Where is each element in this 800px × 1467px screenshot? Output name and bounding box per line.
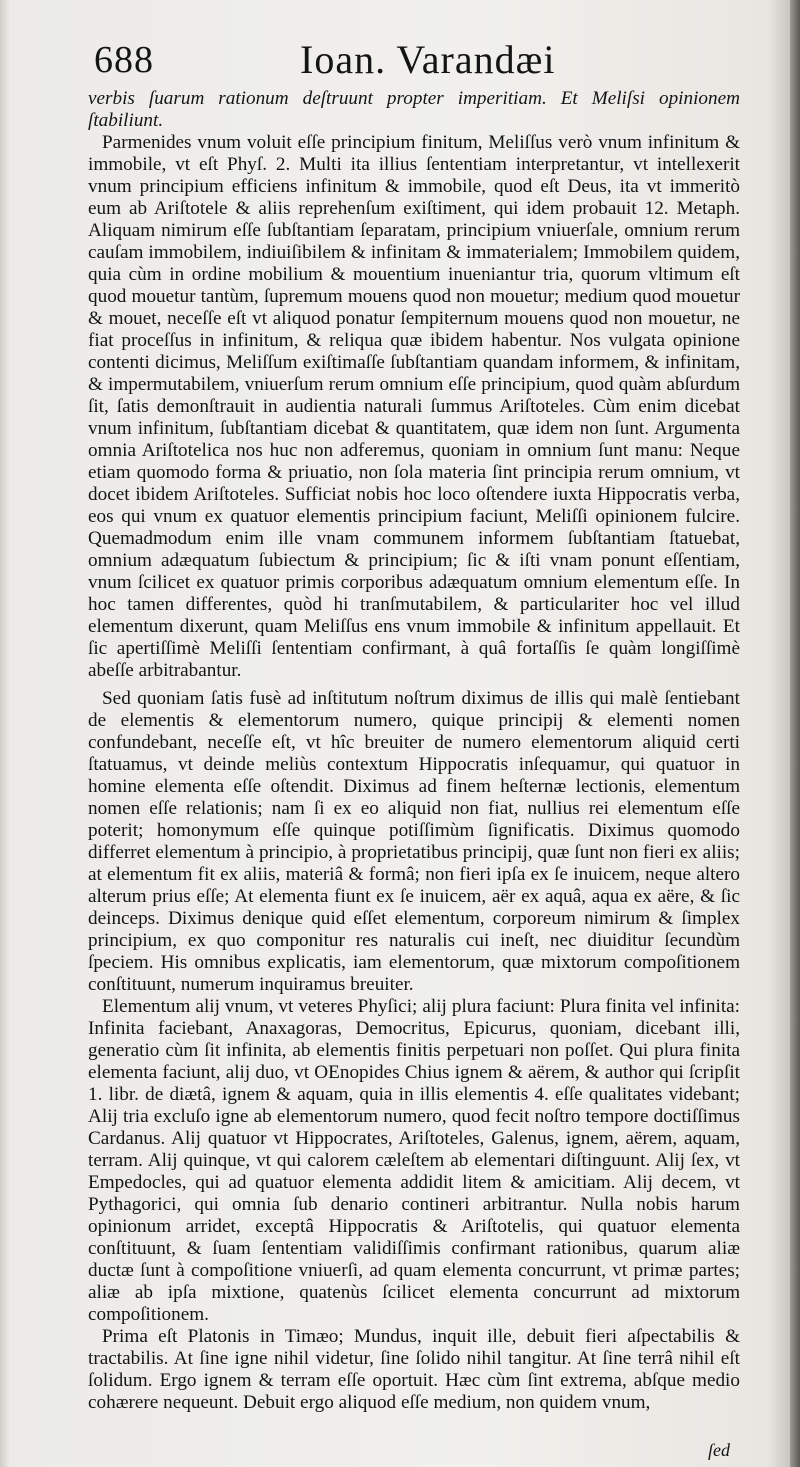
paragraph: Sed quoniam ſatis fusè ad inſtitutum noſtrum diximus de illis qui malè ſentiebant de elementis & elementorum numero, quique principij & elementi nomen confundebant, neceſſe eſt, vt hîc breuiter de numero elementorum aliquid certi ſtatuamus, vt deinde meliùs contextum Hippocratis inſequamur, qui quatuor in homine elementa eſſe oſtendit. Diximus ad finem heſternæ lectionis, elementum nomen eſſe relationis; nam ſi ex eo aliquid non fiat, nullius rei elementum eſſe poterit; homonymum eſſe quinque potiſſimùm ſignificatis. Diximus quomodo differret elementum à principio, à proprietatibus principij, quæ ſunt non fieri ex aliis; at elementum fit ex aliis, materiâ & formâ; non fieri ipſa ex ſe inuicem, neque altero alterum prius eſſe; At elementa fiunt ex ſe inuicem, aër ex aquâ, aqua ex aëre, & ſic deinceps. Diximus denique quid eſſet elementum, corporeum nimirum & ſimplex principium, ex quo componitur res naturalis cui ineſt, nec diuiditur ſecundùm ſpeciem. His omnibus explicatis, iam elementorum, quæ mixtorum compoſitionem conſtituunt, numerum inquiramus breuiter. bbox=[88, 688, 740, 995]
catchword: ſed bbox=[708, 1440, 730, 1460]
page-header bbox=[94, 34, 734, 84]
paragraph: Parmenides vnum voluit eſſe principium finitum, Meliſſus verò vnum infinitum & immobile, vt eſt Phyſ. 2. Multi ita illius ſententiam interpretantur, vt intellexerit vnum principium efficiens infinitum & immobile, quod eſt Deus, ita vt immeritò eum ab Ariſtotele & aliis reprehenſum exiſtiment, qui idem probauit 12. Metaph. Aliquam nimirum eſſe ſubſtantiam ſeparatam, principium vniuerſale, omnium rerum cauſam immobilem, indiuiſibilem & infinitam & immaterialem; Immobilem quidem, quia cùm in ordine mobilium & mouentium inueniantur tria, quorum vltimum eſt quod mouetur tantùm, ſupremum mouens quod non mouetur; medium quod mouetur & mouet, neceſſe eſt vt aliquod ponatur ſempiternum mouens quod non mouetur, ne fiat proceſſus in infinitum, & reliqua quæ ibidem habentur. Nos vulgata opinione contenti dicimus, Meliſſum exiſtimaſſe ſubſtantiam quandam informem, & infinitam, & impermutabilem, vniuerſum rerum omnium eſſe principium, quod quàm abſurdum ſit, ſatis demonſtrauit in audientia naturali ſummus Ariſtoteles. Cùm enim dicebat vnum infinitum, ſubſtantiam dicebat & quantitatem, quæ idem non ſunt. Argumenta omnia Ariſtotelica nos huc non adferemus, quoniam in omnium ſunt manu: Neque etiam quomodo forma & priuatio, non ſola materia ſint principia rerum omnium, vt docet ibidem Ariſtoteles. Sufficiat nobis hoc loco oſtendere iuxta Hippocratis verba, eos qui vnum ex quatuor elementis principium faciunt, Meliſſi opinionem fulcire. Quemadmodum enim ille vnam communem informem ſubſtantiam ſtatuebat, omnium adæquatum ſubiectum & principium; ſic & iſti vnam ponunt eſſentiam, vnum ſcilicet ex quatuor primis corporibus adæquatum omnium elementum eſſe. In hoc tamen differentes, quòd hi tranſmutabilem, & particulariter hoc vel illud elementum dixerunt, quam Meliſſus ens vnum immobile & infinitum appellauit. Et ſic apertiſſimè Meliſſi ſententiam confirmant, à quâ fortaſſis ſe quàm longiſſimè abeſſe arbitrabantur. bbox=[88, 132, 740, 681]
intro-line-text: verbis ſuarum rationum deſtruunt propter imperitiam. Et Meliſsi opinionem ſtabiliunt. bbox=[88, 88, 740, 131]
paragraph-intro-line bbox=[88, 88, 740, 132]
paragraph: Elementum alij vnum, vt veteres Phyſici; alij plura faciunt: Plura finita vel infinita: Infinita faciebant, Anaxagoras, Democritus, Epicurus, quoniam, dicebant illi, generatio cùm ſit infinita, ab elementis finitis perpetuari non poſſet. Qui plura finita elementa faciunt, alij duo, vt OEnopides Chius ignem & aërem, & author qui ſcripſit 1. libr. de diætâ, ignem & aquam, quia in illis elementis 4. eſſe qualitates videbant; Alij tria excluſo igne ab elementorum numero, quod fecit noſtro tempore doctiſſimus Cardanus. Alij quatuor vt Hippocrates, Ariſtoteles, Galenus, ignem, aërem, aquam, terram. Alij quinque, vt qui calorem cæleſtem ab elementari diſtinguunt. Alij ſex, vt Empedocles, qui ad quatuor elementa addidit litem & amicitiam. Alij decem, vt Pythagorici, qui omnia ſub denario contineri arbitrantur. Nulla nobis harum opinionum arridet, exceptâ Hippocratis & Ariſtotelis, qui quatuor elementa conſtituunt, & ſuam ſententiam validiſſimis confirmant rationibus, quarum aliæ ductæ ſunt à compoſitione vniuerſi, ad quam elementa concurrunt, vt primæ partes; aliæ ab ipſa mixtione, quatenùs ſcilicet elementa concurrunt ad mixtorum compoſitionem. bbox=[88, 996, 740, 1325]
page-gutter-shadow bbox=[790, 0, 800, 1467]
paragraph: Prima eſt Platonis in Timæo; Mundus, inquit ille, debuit fieri aſpectabilis & tractabilis. At ſine igne nihil videtur, ſine ſolido nihil tangitur. At ſine terrâ nihil eſt ſolidum. Ergo ignem & terram eſſe oportuit. Hæc cùm ſint extrema, abſque medio cohærere nequeunt. Debuit ergo aliquod eſſe medium, non quidem vnum, bbox=[88, 1326, 740, 1413]
running-head: Ioan. Varandæi bbox=[300, 37, 556, 82]
text-body bbox=[88, 88, 740, 1414]
page-number: 688 bbox=[94, 39, 154, 81]
